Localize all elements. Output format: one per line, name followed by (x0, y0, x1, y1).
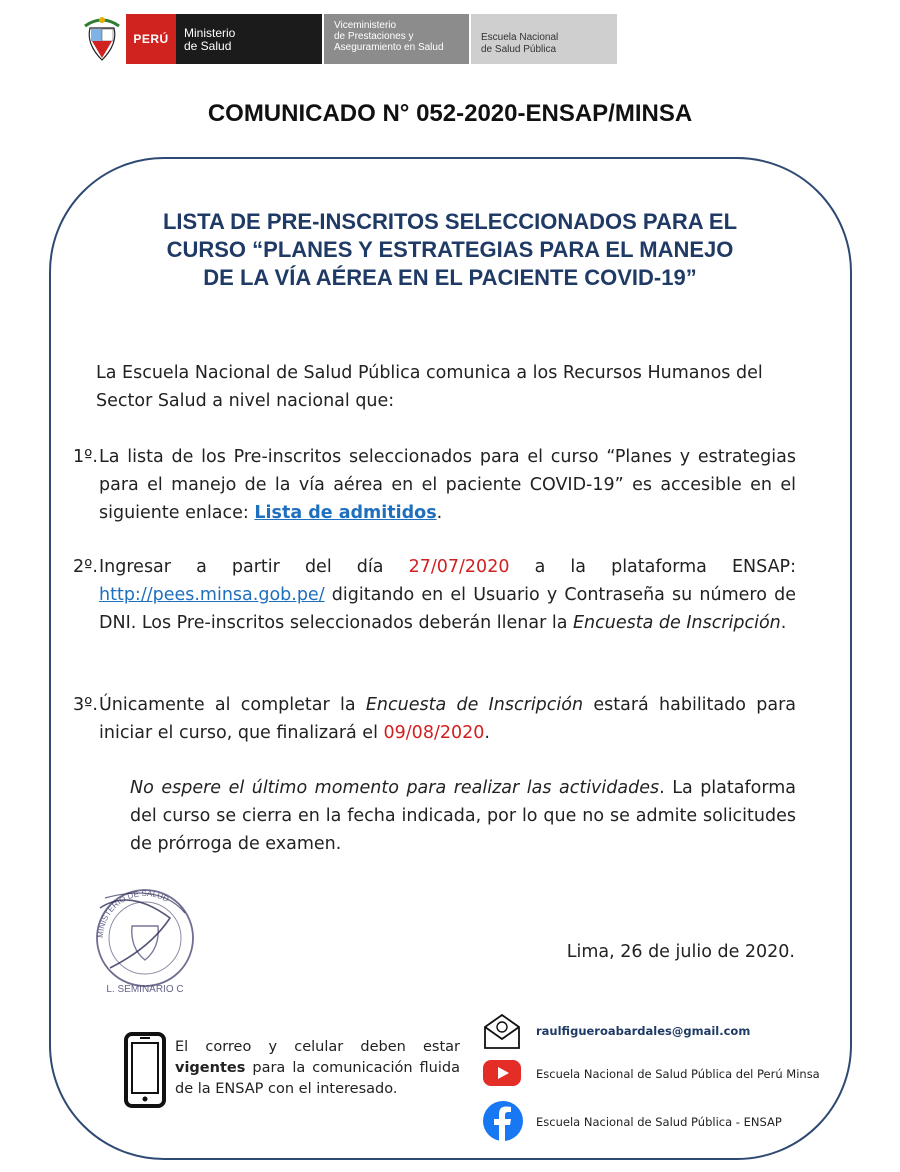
warning-note (130, 774, 796, 858)
start-date: 27/07/2020 (408, 557, 510, 577)
item-1-text: La lista de los Pre-inscritos seleccionados para el curso “Planes y estrategias para el manejo de la vía aérea en el paciente COVID-19” es accesible en el siguiente enlace: (99, 447, 796, 523)
coat-of-arms-icon (82, 14, 122, 64)
end-date: 09/08/2020 (383, 723, 485, 743)
list-item-1 (64, 443, 796, 527)
contact-text-b: para la comunicación fluida de la ENSAP con el interesado. (175, 1060, 460, 1097)
youtube-icon (482, 1058, 522, 1088)
viceministerio-logo (324, 14, 469, 64)
official-stamp (90, 878, 200, 998)
survey-name: Encuesta de Inscripción (365, 695, 584, 715)
item-3-end: . (484, 723, 490, 743)
item-2-text-c: digitando en el Usuario y Contraseña su número de DNI. Los Pre-inscritos seleccionados deberán llenar la (99, 585, 796, 633)
item-text (99, 553, 796, 637)
stamp-ring-text: MINISTERIO DE SALUD (95, 888, 171, 939)
contact-note (175, 1037, 460, 1100)
list-item-3 (64, 691, 796, 747)
ministerio-logo (176, 14, 322, 64)
contact-bold: vigentes (175, 1060, 246, 1076)
subtitle-line1: LISTA DE PRE-INSCRITOS SELECCIONADOS PARA EL (162, 209, 738, 234)
vice-line3: Aseguramiento en Salud (334, 42, 444, 53)
escuela-line1: Escuela Nacional (481, 32, 559, 43)
admitted-list-link[interactable]: Lista de admitidos (254, 503, 437, 523)
facebook-text[interactable]: Escuela Nacional de Salud Pública - ENSAP (536, 1115, 782, 1129)
facebook-icon (482, 1100, 524, 1142)
peru-logo: PERÚ (126, 14, 176, 64)
escuela-line2: de Salud Pública (481, 44, 557, 55)
item-2-text-a: Ingresar a partir del día (99, 557, 409, 577)
platform-link[interactable]: http://pees.minsa.gob.pe/ (99, 585, 325, 605)
header-logos (82, 14, 617, 64)
note-text: . La plataforma del curso se cierra en la fecha indicada, por lo que no se admite solicitudes de prórroga de examen. (130, 778, 797, 854)
intro-paragraph: La Escuela Nacional de Salud Pública comunica a los Recursos Humanos del Sector Salud a nivel nacional que: (96, 363, 763, 411)
phone-icon (124, 1032, 166, 1108)
note-emphasis: No espere el último momento para realizar las actividades (130, 778, 660, 798)
subtitle (80, 208, 820, 292)
content-frame (49, 157, 852, 1160)
email-text[interactable]: raulfigueroabardales@gmail.com (536, 1024, 751, 1038)
item-3-text-b: estará habilitado para iniciar el curso, que finalizará el (99, 695, 796, 743)
item-3-text-a: Únicamente al completar la (99, 695, 366, 715)
subtitle-line2: CURSO “PLANES Y ESTRATEGIAS PARA EL MANEJO (166, 237, 734, 262)
item-2-end: . (780, 613, 787, 633)
vice-line1: Viceministerio (334, 20, 397, 31)
item-1-end: . (436, 503, 443, 523)
item-2-text-b: a la plataforma ENSAP: (509, 557, 796, 577)
page-title: COMUNICADO N° 052-2020-ENSAP/MINSA (207, 100, 693, 127)
stamp-bottom-text: L. SEMINARIO C (106, 984, 184, 995)
item-number: 2º. (73, 557, 98, 577)
vice-line2: de Prestaciones y (334, 31, 414, 42)
list-item-2 (64, 553, 796, 637)
subtitle-line3: DE LA VÍA AÉREA EN EL PACIENTE COVID-19” (203, 265, 697, 290)
item-number: 3º. (73, 695, 98, 715)
contact-text-a: El correo y celular deben estar (175, 1039, 460, 1055)
ministerio-line1: Ministerio (184, 26, 236, 40)
survey-name: Encuesta de Inscripción (573, 613, 781, 633)
email-icon (482, 1012, 522, 1050)
item-text (99, 691, 796, 747)
item-number: 1º. (73, 447, 98, 467)
ministerio-line2: de Salud (184, 39, 232, 53)
youtube-text[interactable]: Escuela Nacional de Salud Pública del Perú Minsa (536, 1067, 820, 1081)
item-text (99, 443, 796, 527)
date-line: Lima, 26 de julio de 2020. (566, 942, 795, 962)
escuela-logo (471, 14, 617, 64)
